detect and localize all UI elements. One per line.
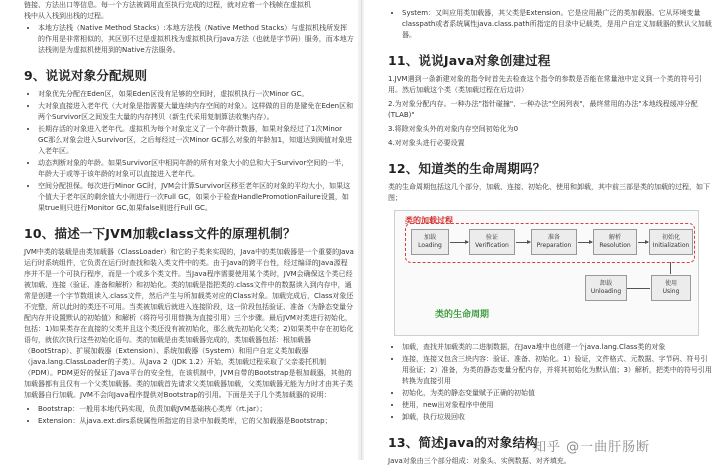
list-item: • 动态判断对象的年龄。如果Survivor区中相同年龄的所有对象大小的总和大于Survivor空间的一半，年龄大于或等于该年龄的对象可以直接进入老年代。 — [38, 158, 354, 180]
arrow-icon — [450, 242, 468, 243]
diagram-caption: 类的生命周期 — [435, 310, 490, 320]
intro-line: 链接、方法出口等信息。每一个方法被调用直至执行完成的过程，就对应着一个栈帧在虚拟机 — [24, 1, 311, 9]
stage-loading — [411, 229, 449, 255]
right-page — [360, 0, 720, 465]
stage-zh: 验证 — [485, 234, 498, 241]
list-item: • 对象优先分配在Eden区，如果Eden区没有足够的空间时，虚拟机执行一次Minor GC。 — [38, 89, 354, 100]
list-item: • 空间分配担保。每次进行Minor GC时，JVM会计算Survivor区移至老年区的对象的平均大小，如果这个值大于老年区的剩余值大小则进行一次Full GC，如果小于检查HandlePromotionFailure设置，如果true则只进行Monitor GC,如果false则进行Full GC。 — [38, 181, 354, 214]
section-12-intro: 类的生命周期包括这几个部分，加载、连接、初始化、使用和卸载，其中前三部是类的加载的过程，如下图； — [388, 183, 710, 202]
list-item: • 使用，new出对象程序中使用 — [402, 400, 712, 411]
stage-resolution — [593, 229, 637, 255]
down-connector — [670, 262, 671, 274]
arrow-icon — [627, 288, 650, 289]
stage-en: Loading — [418, 242, 442, 249]
section-10-paragraph: JVM中类的装载是由类加载器（ClassLoader）和它的子类来实现的，Java中的类加载器是一个重要的Java运行时系统组件，它负责在运行时查找和装入类文件中的类。由于Java的跨平台性，经过编译的Java源程序并不是一个可执行程序，而是一个或多个类文件。当Java程序需要使用某个类时，JVM会确保这个类已经被加载、连接（验证、准备和解析）和初始化。类的加载是指把类的.class文件中的数据读入到内存中，通常是创建一个字节数组读入.class文件，然后产生与所加载类对应的Class对象。加载完成后，Class对象还不完整，所以此时的类还不可用。当类被加载后就进入连接阶段，这一阶段包括验证、准备（为静态变量分配内存并设置默认的初始值）和解析（将符号引用替换为直接引用）三个步骤。最后JVM对类进行初始化，包括：1)如果类存在直接的父类并且这个类还没有被初始化，那么就先初始化父类；2)如果类中存在初始化语句，就依次执行这些初始化语句。类的加载是由类加载器完成的，类加载器包括：根加载器（BootStrap）、扩展加载器（Extension）、系统加载器（System）和用户自定义类加载器（java.lang.ClassLoader的子类）。从Java 2（JDK 1.2）开始，类加载过程采取了父亲委托机制（PDM）。PDM更好的保证了Java平台的安全性，在该机制中，JVM自带的Bootstrap是根加载器，其他的加载器都有且仅有一个父类加载器。类的加载首先请求父类加载器加载，父类加载器无能为力时才由其子类加载器自行加载。JVM不会向Java程序提供对Bootstrap的引用。下面是关于几个类加载器的说明： — [24, 248, 354, 399]
stage-en: Unloading — [590, 288, 622, 295]
stage-zh: 解析 — [608, 234, 621, 241]
step-line: 4.对对象头进行必要设置 — [388, 139, 465, 147]
list-item: • 卸载，执行垃圾回收 — [402, 412, 712, 423]
stage-en: Using — [662, 288, 680, 295]
section-9-title: 9、说说对象分配规则 — [24, 68, 148, 83]
step-line: 1.JVM遇到一条新建对象的指令时首先去检查这个指令的参数是否能在常量池中定义到一个类的符号引用。然后加载这个类（类加载过程在后边讲） — [388, 75, 702, 94]
stage-zh: 加载 — [423, 234, 436, 241]
section-11-title: 11、说说Java对象创建过程 — [388, 53, 551, 68]
arrow-icon — [638, 242, 648, 243]
stage-zh: 卸载 — [599, 280, 612, 287]
step-line: 2.为对象分配内存。一种办法"指针碰撞"、一种办法"空闲列表"，最终常用的办法"本地线程缓冲分配(TLAB)" — [388, 100, 698, 119]
stage-unloading — [585, 275, 627, 301]
system-item: • System：又叫应用类加载器，其父类是Extension。它是应用最广泛的类加载器。它从环境变量classpath或者系统属性java.class.path所指定的目录中记载类，是用户自定义加载器的默认父加载器。 — [402, 8, 712, 41]
list-item: • 连接，连接又包含三块内容：验证、准备、初始化。1）验证，文件格式、元数据、字节码、符号引用验证；2）准备，为类的静态变量分配内存，并将其初始化为默认值；3）解析，把类中的符号引用转换为直接引用 — [402, 354, 712, 387]
stage-zh: 使用 — [664, 280, 677, 287]
section-10-list — [24, 404, 354, 427]
section-13-title: 13、简述Java的对象结构 — [388, 435, 538, 450]
stage-initialization — [649, 229, 693, 255]
stage-en: Preparation — [536, 242, 572, 249]
diagram-title: 类的加载过程 — [405, 216, 453, 225]
intro-line: 栈中从入栈到出栈的过程。 — [24, 12, 108, 20]
list-item: • 大对象直接进入老年代（大对象是指需要大量连续内存空间的对象）。这样做的目的是避免在Eden区和两个Survivor区之间发生大量的内存拷贝（新生代采用复制算法收集内存）。 — [38, 101, 354, 123]
section-9-list — [24, 89, 354, 214]
stage-en: Resolution — [599, 242, 631, 249]
step-line: 3.将除对象头外的对象内存空间初始化为0 — [388, 125, 519, 133]
stage-zh: 初始化 — [661, 234, 680, 241]
stage-verification — [469, 229, 515, 255]
arrow-icon — [516, 242, 530, 243]
class-lifecycle-diagram — [394, 210, 699, 336]
stage-en: Initialization — [652, 242, 690, 249]
stage-preparation — [531, 229, 577, 255]
section-10-title: 10、描述一下JVM加载class文件的原理机制？ — [24, 226, 296, 241]
section-12-title: 12、知道类的生命周期吗？ — [388, 161, 546, 176]
native-item: • 本地方法栈（Native Method Stacks）:本地方法栈（Native Method Stacks）与虚拟机栈所发挥的作用是非常相似的，其区别不过是虚拟机栈为虚拟机执行Java方法（也就是字节码）服务，而本地方法栈则是为虚拟机使用到的Native方法服务。 — [38, 23, 354, 56]
list-item: • 加载，查找并加载类的二进制数据，在Java堆中也创建一个java.lang.Class类的对象 — [402, 342, 712, 353]
left-page — [0, 0, 360, 460]
stage-zh: 准备 — [547, 234, 560, 241]
list-item: • 长期存活的对象进入老年代。虚拟机为每个对象定义了一个年龄计数器，如果对象经过了1次Minor GC那么对象会进入Survivor区，之后每经过一次Minor GC那么对象的年龄加1，知道达到阀值对象进入老年区。 — [38, 124, 354, 157]
native-list — [24, 23, 354, 56]
section-13-intro: Java对象由三个部分组成：对象头、实例数据、对齐填充。 — [388, 457, 571, 465]
arrow-icon — [578, 242, 592, 243]
system-list — [388, 8, 712, 41]
list-item: • Bootstrap：一般用本地代码实现，负责加载JVM基础核心类库（rt.jar）； — [38, 404, 354, 415]
list-item: • 初始化，为类的静态变量赋予正确的初始值 — [402, 388, 712, 399]
list-item: • Extension：从java.ext.dirs系统属性所指定的目录中加载类库，它的父加载器是Bootstrap； — [38, 416, 354, 427]
stage-using — [651, 275, 691, 301]
zhihu-watermark: 知乎 @一曲肝肠断 — [533, 440, 651, 455]
stage-en: Verification — [475, 242, 509, 249]
section-12-list — [388, 342, 712, 423]
